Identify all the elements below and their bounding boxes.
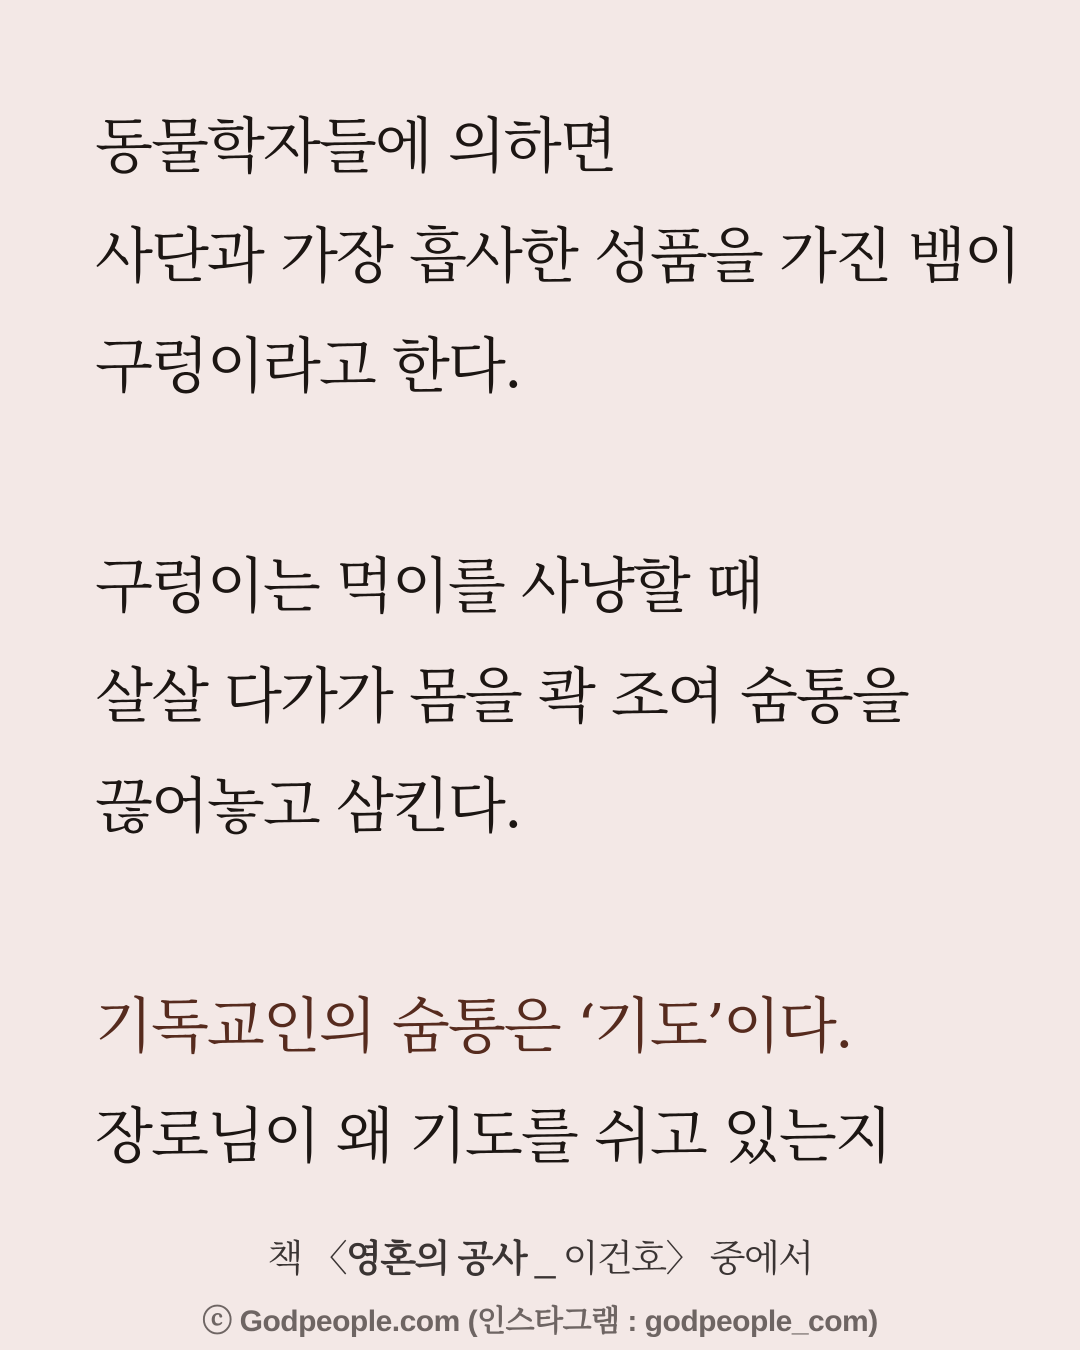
quote-line: 끊어놓고 삼킨다. (95, 772, 521, 842)
quote-line: 구렁이라고 한다. (95, 332, 521, 402)
book-source-prefix: 책 〈 (267, 1238, 347, 1279)
quote-line: 구렁이는 먹이를 사냥할 때 (95, 552, 762, 622)
quote-line: 장로님이 왜 기도를 쉬고 있는지 (95, 1102, 891, 1172)
book-source (0, 1234, 1080, 1284)
quote-paragraph-1 (95, 92, 1040, 422)
quote-paragraph-3 (95, 972, 1040, 1192)
quote-line-accent: 기독교인의 숨통은 ‘기도’이다. (95, 992, 852, 1062)
quote-line: 사단과 가장 흡사한 성품을 가진 뱀이 (95, 222, 1020, 292)
copyright-line: ⓒ Godpeople.com (인스타그램 : godpeople_com) (202, 1305, 878, 1338)
quote-body (95, 92, 1040, 1192)
quote-line: 살살 다가가 몸을 콱 조여 숨통을 (95, 662, 908, 732)
quote-paragraph-2 (95, 532, 1040, 862)
book-title: 영혼의 공사 (346, 1238, 527, 1279)
quote-line: 동물학자들에 의하면 (95, 112, 616, 182)
book-source-rest: _ 이건호〉 중에서 (526, 1238, 813, 1279)
